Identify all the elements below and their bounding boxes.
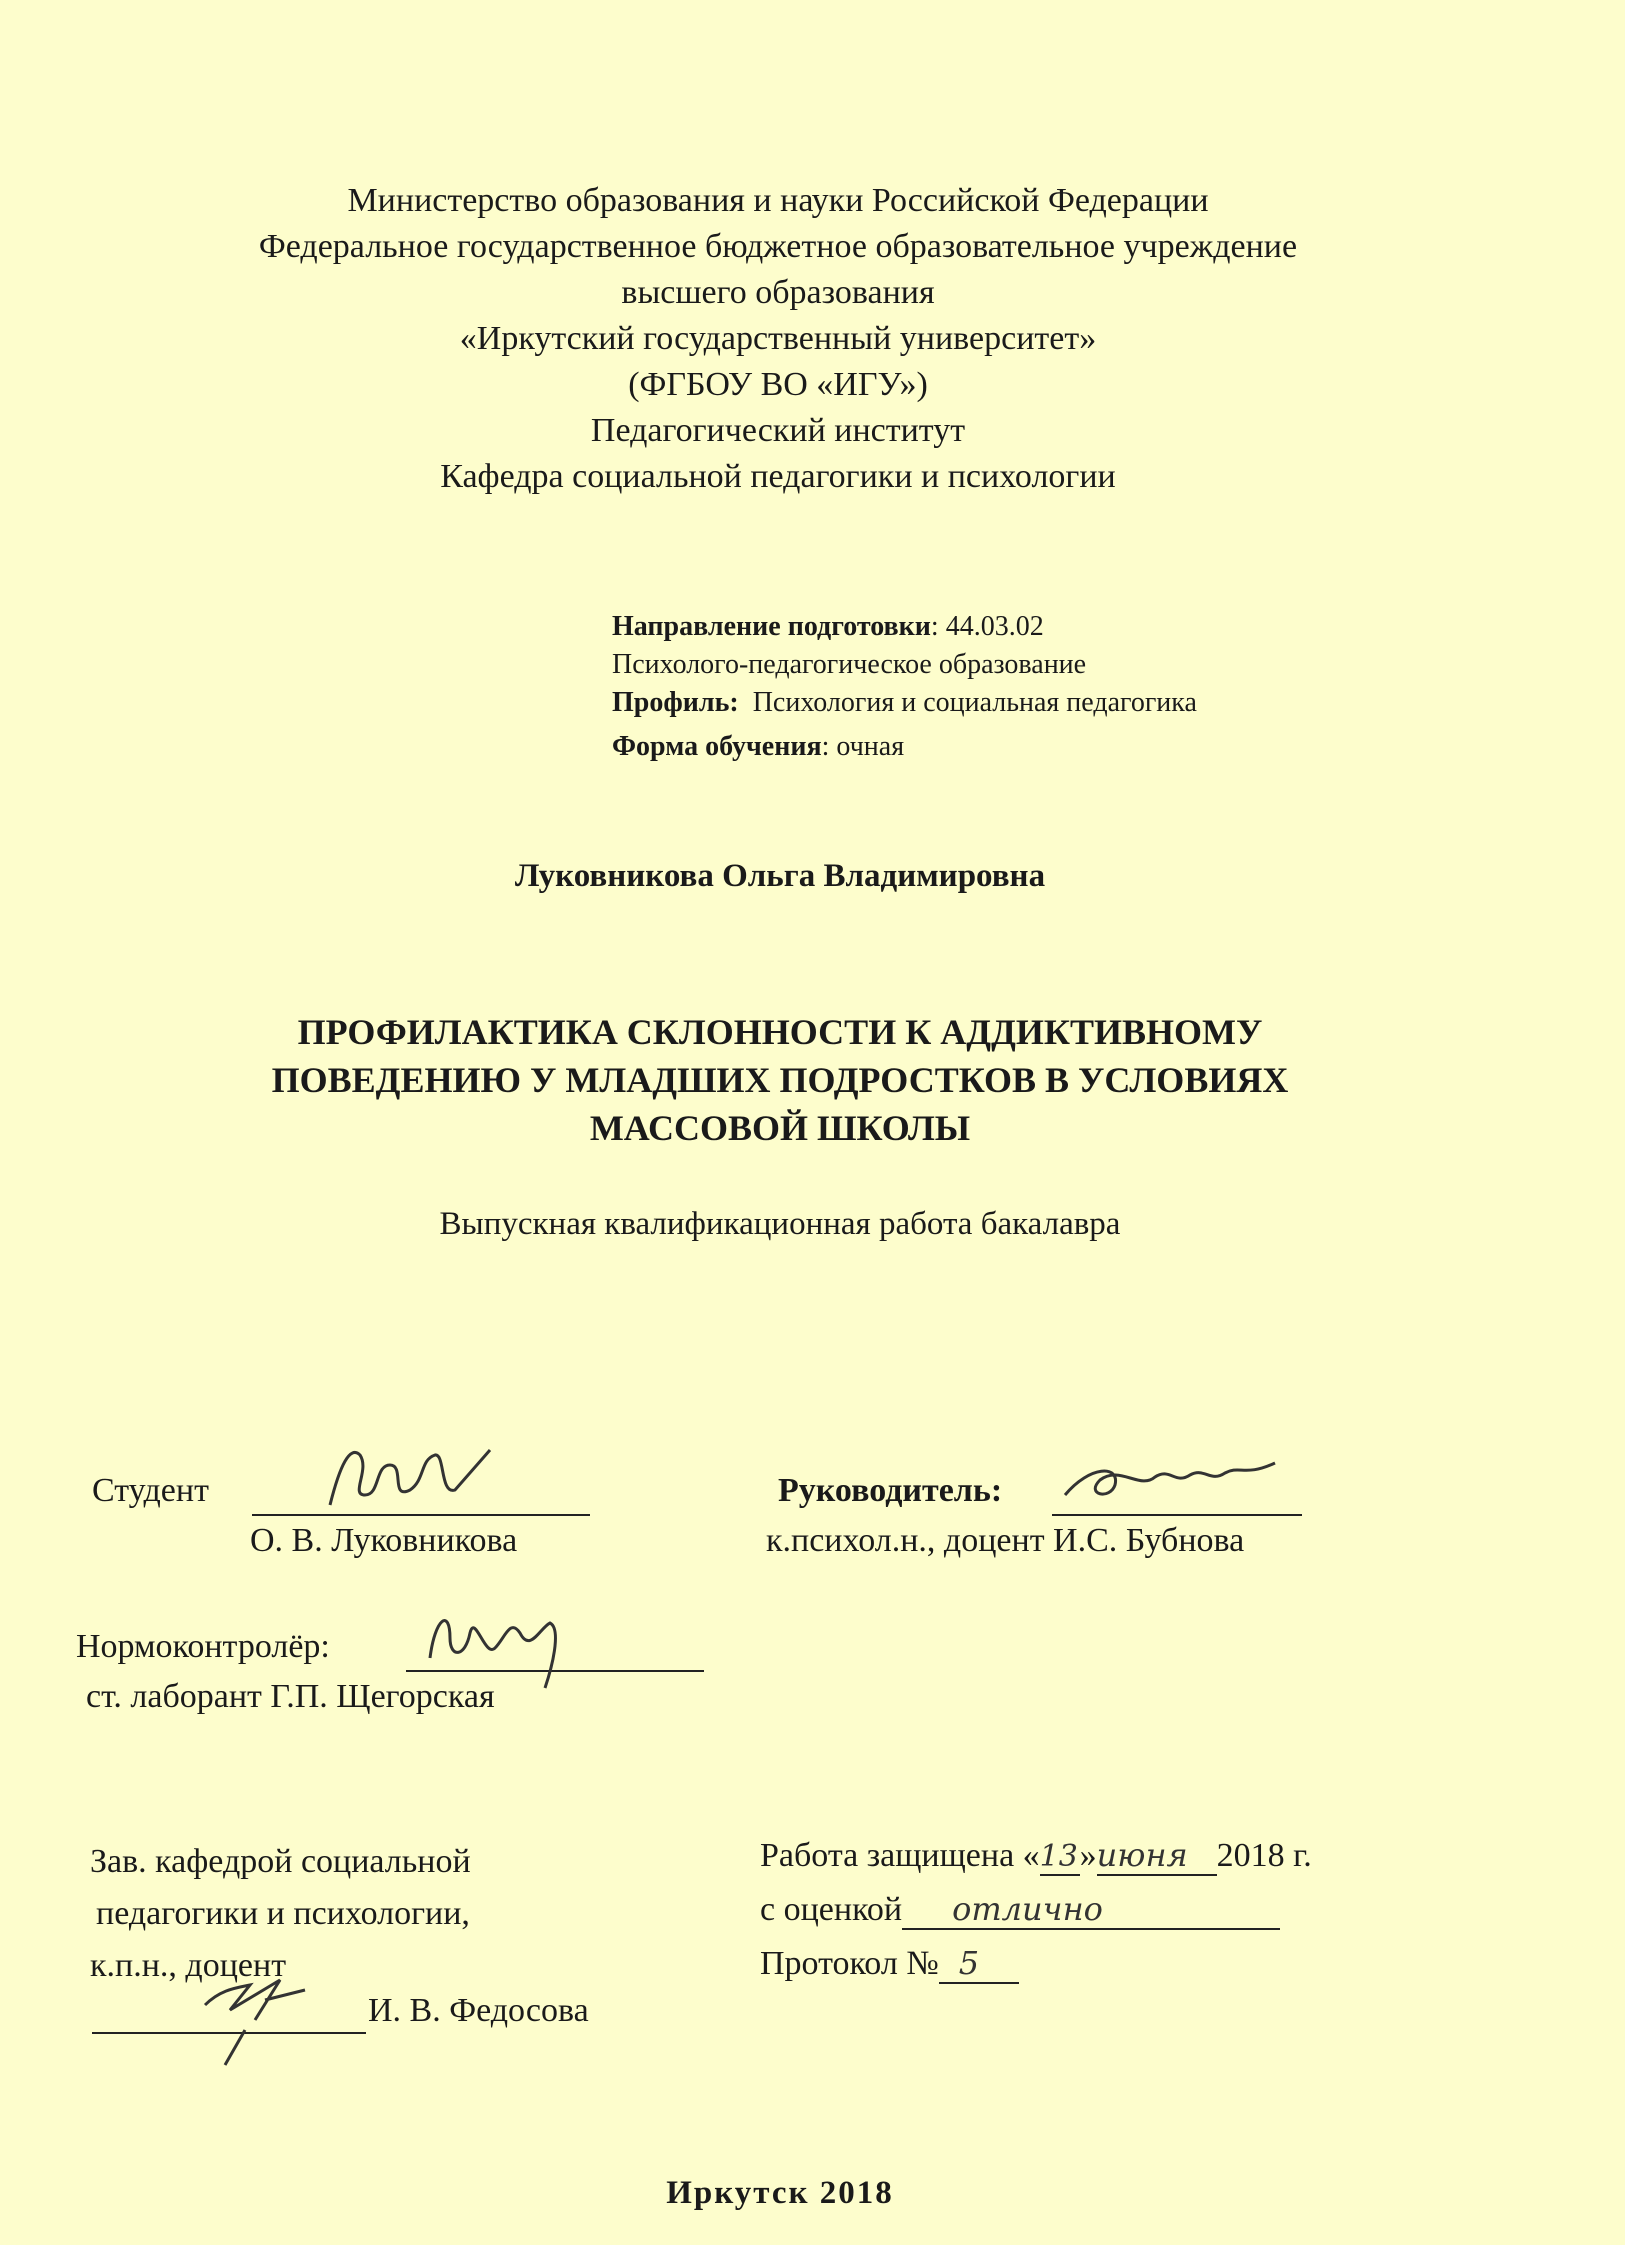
title-line: ПРОФИЛАКТИКА СКЛОННОСТИ К АДДИКТИВНОМУ: [297, 1012, 1263, 1052]
form-value: : очная: [821, 731, 905, 762]
title-line: МАССОВОЙ ШКОЛЫ: [589, 1108, 971, 1148]
protocol-row: [760, 1944, 1019, 1984]
header-line: «Иркутский государственный университет»: [459, 320, 1097, 357]
defense-year: 2018 г.: [1216, 1837, 1312, 1874]
student-signature: [320, 1435, 500, 1525]
defense-day: 13: [1039, 1839, 1078, 1874]
grade-row: [760, 1890, 1280, 1930]
normcontrol-name: ст. лаборант Г.П. Щегорская: [86, 1678, 495, 1715]
head-signature: [195, 1960, 315, 2070]
author-name: Луковникова Ольга Владимировна: [514, 858, 1046, 894]
study-info: [612, 608, 1197, 766]
header-line: Министерство образования и науки Российской Федерации: [347, 182, 1209, 219]
direction-label: Направление подготовки: [612, 611, 931, 642]
protocol-value: 5: [939, 1944, 1019, 1984]
title-line: ПОВЕДЕНИЮ У МЛАДШИХ ПОДРОСТКОВ В УСЛОВИЯХ: [271, 1060, 1289, 1100]
profile-value: Психология и социальная педагогика: [752, 687, 1197, 718]
defense-row: [760, 1836, 1312, 1876]
defense-mid: »: [1079, 1837, 1097, 1874]
grade-label: с оценкой: [760, 1891, 903, 1928]
direction-name: Психолого-педагогическое образование: [612, 649, 1087, 680]
header-line: высшего образования: [621, 274, 935, 311]
head-line: педагогики и психологии,: [96, 1895, 470, 1932]
direction-row: [612, 608, 1197, 646]
header-line: Педагогический институт: [590, 412, 966, 449]
head-line: к.п.н., доцент: [90, 1947, 287, 1984]
header-line: (ФГБОУ ВО «ИГУ»): [628, 366, 928, 403]
student-name: О. В. Луковникова: [250, 1522, 518, 1559]
header-line: Кафедра социальной педагогики и психологии: [440, 458, 1116, 495]
direction-value: : 44.03.02: [930, 611, 1044, 642]
profile-row: [612, 684, 1197, 722]
institution-header: [0, 178, 1556, 500]
grade-value: отлично: [902, 1890, 1280, 1930]
normcontrol-label: Нормоконтролёр:: [76, 1628, 330, 1665]
header-line: Федеральное государственное бюджетное образовательное учреждение: [258, 228, 1298, 265]
head-line: Зав. кафедрой социальной: [90, 1843, 471, 1880]
form-row: [612, 728, 1197, 766]
student-label: Студент: [92, 1472, 209, 1509]
footer-city-year: Иркутск 2018: [666, 2175, 894, 2211]
protocol-label: Протокол №: [760, 1945, 939, 1982]
work-type: Выпускная квалификационная работа бакалавра: [439, 1206, 1121, 1242]
defense-prefix: Работа защищена «: [760, 1837, 1040, 1874]
defense-month: июня: [1097, 1836, 1217, 1876]
profile-label: Профиль:: [612, 687, 739, 718]
supervisor-name: к.психол.н., доцент И.С. Бубнова: [766, 1522, 1245, 1559]
supervisor-signature: [1060, 1455, 1280, 1510]
form-label: Форма обучения: [612, 731, 822, 762]
supervisor-label: Руководитель:: [778, 1472, 1003, 1509]
head-name: И. В. Федосова: [368, 1992, 589, 2029]
thesis-title: [0, 1008, 1560, 1152]
